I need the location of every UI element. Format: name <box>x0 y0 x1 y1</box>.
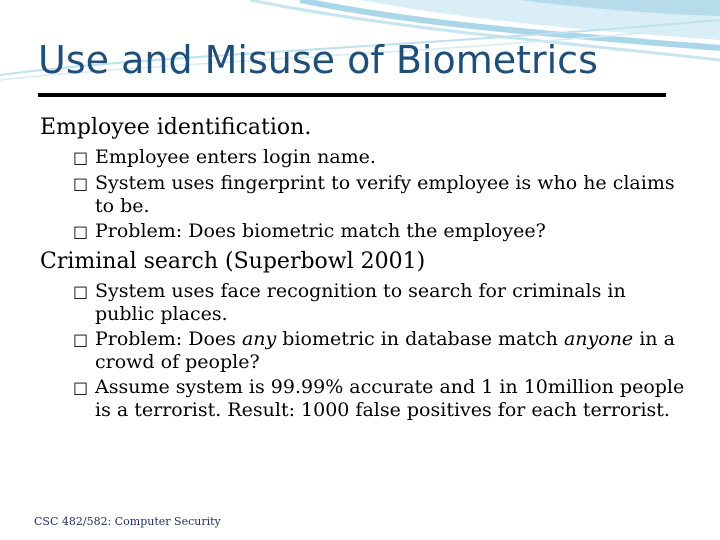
square-bullet-icon: □ <box>73 282 89 301</box>
list-item: □ Problem: Does biometric match the employee? <box>73 220 546 242</box>
list-item: □ Employee enters login name. <box>73 146 376 168</box>
section-heading: Criminal search (Superbowl 2001) <box>40 249 426 274</box>
bullet-list <box>40 146 690 243</box>
list-item: □ System uses face recognition to search for criminals in public places. <box>73 280 626 325</box>
section-heading: Employee identification. <box>40 115 312 140</box>
square-bullet-icon: □ <box>73 174 89 193</box>
section-employee-identification <box>40 112 690 243</box>
square-bullet-icon: □ <box>73 330 89 349</box>
list-item: □ System uses fingerprint to verify employee is who he claims to be. <box>73 172 675 217</box>
square-bullet-icon: □ <box>73 148 89 167</box>
title-underline <box>38 93 666 97</box>
square-bullet-icon: □ <box>73 222 89 241</box>
slide-body <box>40 112 690 424</box>
bullet-list <box>40 280 690 421</box>
square-bullet-icon: □ <box>73 378 89 397</box>
list-item: □ Problem: Does any biometric in database match anyone in a crowd of people? <box>73 328 675 373</box>
slide-title: Use and Misuse of Biometrics <box>38 38 598 82</box>
slide-footer: CSC 482/582: Computer Security <box>34 515 221 528</box>
section-criminal-search <box>40 246 690 421</box>
list-item: □ Assume system is 99.99% accurate and 1 in 10million people is a terrorist. Result: 1000 false positives for each terrorist. <box>73 376 685 421</box>
